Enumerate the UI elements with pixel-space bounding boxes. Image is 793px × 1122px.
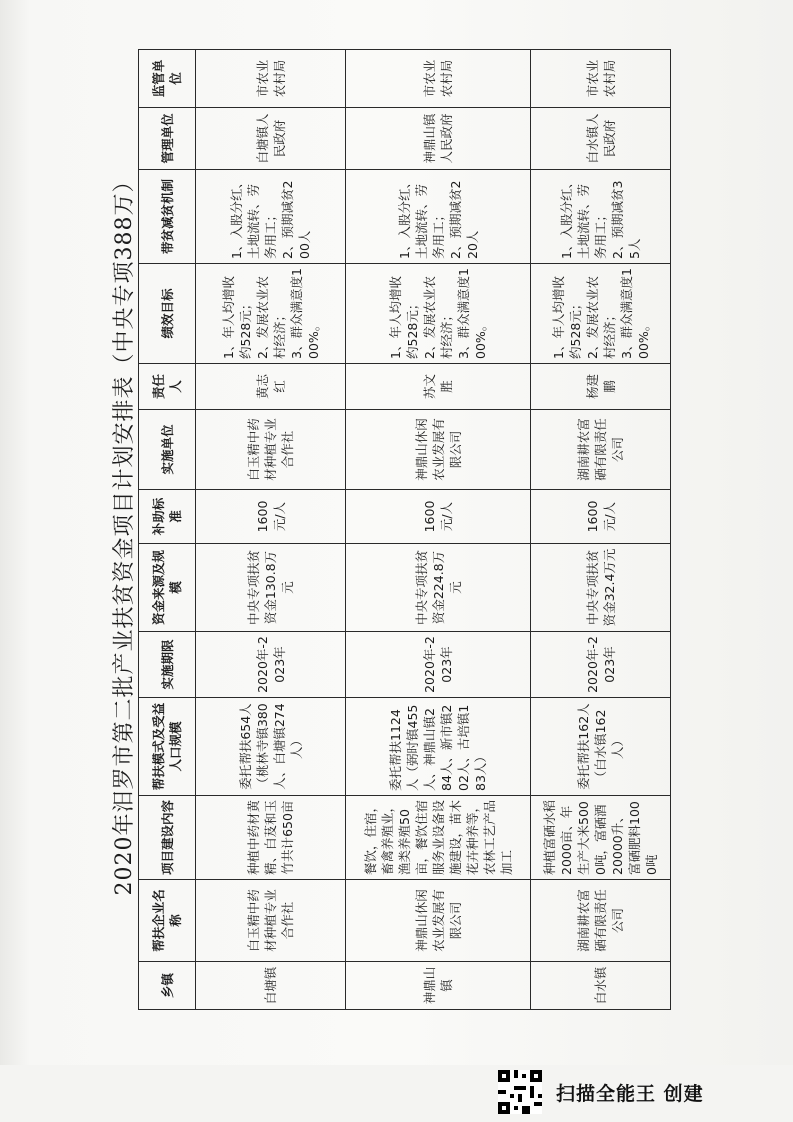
cell-standard: 1600元/人	[531, 490, 671, 544]
header-model: 帮扶模式及受益人口规模	[139, 698, 196, 796]
cell-manager: 神鼎山镇人民政府	[346, 108, 531, 170]
table-header-row	[139, 50, 196, 1010]
header-town: 乡镇	[139, 962, 196, 1010]
cell-enterprise: 神鼎山休闲农业发展有限公司	[346, 880, 531, 962]
cell-mechanism: 1、入股分红、土地流转、劳务用工； 2、预期减贫35人	[531, 170, 671, 264]
cell-manager: 白塘镇人民政府	[196, 108, 346, 170]
header-standard: 补助标准	[139, 490, 196, 544]
page-title: 2020年汨罗市第二批产业扶贫资金项目计划安排表（中央专项388万）	[112, 169, 137, 896]
header-supervisor: 监管单位	[139, 50, 196, 108]
cell-person: 杨建鹏	[531, 364, 671, 410]
header-funding: 资金来源及规模	[139, 544, 196, 632]
cell-town: 神鼎山镇	[346, 962, 531, 1010]
table-container	[138, 50, 663, 1010]
cell-implementer: 神鼎山休闲农业发展有限公司	[346, 410, 531, 490]
cell-town: 白塘镇	[196, 962, 346, 1010]
header-content: 项目建设内容	[139, 796, 196, 880]
scanner-watermark	[498, 1070, 704, 1114]
header-goal: 绩效目标	[139, 264, 196, 364]
header-person: 责任人	[139, 364, 196, 410]
cell-model: 委托帮扶654人（桃林寺镇380人、白塘镇274人）	[196, 698, 346, 796]
watermark-text: 扫描全能王 创建	[556, 1082, 704, 1105]
cell-standard: 1600元/人	[346, 490, 531, 544]
header-enterprise: 帮扶企业名称	[139, 880, 196, 962]
cell-funding: 中央专项扶贫资金130.8万元	[196, 544, 346, 632]
cell-content: 种植中药材黄精、白芨和玉竹共计650亩	[196, 796, 346, 880]
cell-person: 黄志红	[196, 364, 346, 410]
qr-code-icon	[498, 1070, 542, 1114]
cell-supervisor: 市农业农村局	[346, 50, 531, 108]
cell-period: 2020年-2023年	[196, 632, 346, 698]
table-row	[346, 50, 531, 1010]
header-manager: 管理单位	[139, 108, 196, 170]
cell-content: 种植富硒水稻2000亩、年生产大米5000吨，富硒酒20000升、富硒肥料1000吨	[531, 796, 671, 880]
header-implementer: 实施单位	[139, 410, 196, 490]
cell-supervisor: 市农业农村局	[196, 50, 346, 108]
cell-content: 餐饮，住宿，畜禽养殖业，渔类养殖50亩，餐饮住宿服务业设备设施建设，苗木花卉种养等，农林工艺产品加工	[346, 796, 531, 880]
cell-person: 苏文胜	[346, 364, 531, 410]
project-plan-table	[138, 49, 671, 1010]
cell-goal: 1、年人均增收约528元； 2、发展农业农村经济； 3、群众满意度100%。	[196, 264, 346, 364]
cell-supervisor: 市农业农村局	[531, 50, 671, 108]
header-mechanism: 带贫减贫机制	[139, 170, 196, 264]
header-period: 实施期限	[139, 632, 196, 698]
cell-manager: 白水镇人民政府	[531, 108, 671, 170]
cell-goal: 1、年人均增收约528元； 2、发展农业农村经济； 3、群众满意度100%。	[346, 264, 531, 364]
cell-enterprise: 白玉精中药材种植专业合作社	[196, 880, 346, 962]
cell-implementer: 湖南耕农富硒有限责任公司	[531, 410, 671, 490]
cell-period: 2020年-2023年	[346, 632, 531, 698]
cell-mechanism: 1、入股分红、土地流转、劳务用工； 2、预期减贫220人	[346, 170, 531, 264]
table-row	[531, 50, 671, 1010]
cell-standard: 1600元/人	[196, 490, 346, 544]
cell-funding: 中央专项扶贫资金32.4万元	[531, 544, 671, 632]
cell-implementer: 白玉精中药材种植专业合作社	[196, 410, 346, 490]
cell-goal: 1、年人均增收约528元； 2、发展农业农村经济； 3、群众满意度100%。	[531, 264, 671, 364]
cell-period: 2020年-2023年	[531, 632, 671, 698]
cell-town: 白水镇	[531, 962, 671, 1010]
cell-funding: 中央专项扶贫资金224.8万元	[346, 544, 531, 632]
cell-enterprise: 湖南耕农富硒有限责任公司	[531, 880, 671, 962]
cell-model: 委托帮扶1124人（弼时镇455人、神鼎山镇284人、新市镇202人、古培镇183人）	[346, 698, 531, 796]
cell-mechanism: 1、入股分红、土地流转、劳务用工； 2、预期减贫200人	[196, 170, 346, 264]
cell-model: 委托帮扶162人（白水镇162人）	[531, 698, 671, 796]
table-row	[196, 50, 346, 1010]
